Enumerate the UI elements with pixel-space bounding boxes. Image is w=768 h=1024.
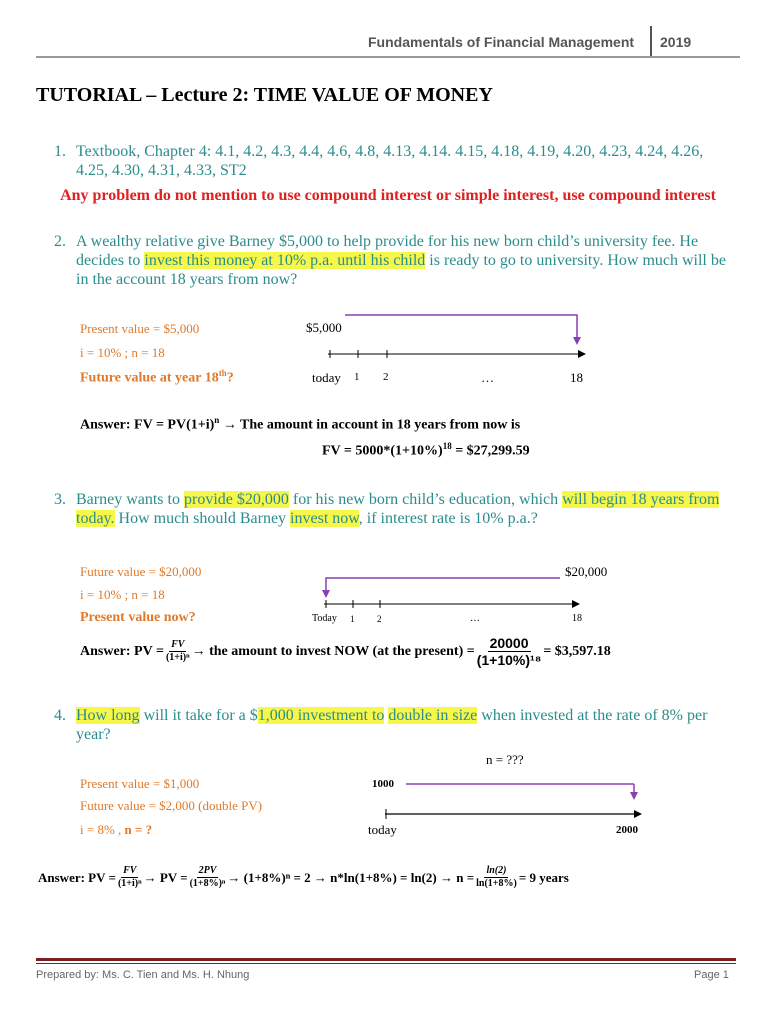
header-course: Fundamentals of Financial Management — [368, 34, 635, 50]
header-year: 2019 — [660, 34, 692, 50]
q3-text: Barney wants to provide $20,000 for his new born child’s education, which will begin 18 years from today. How much should Barney invest now, if interest rate is 10% p.a.? — [76, 491, 720, 527]
q2-present-value: Present value = $5,000 — [80, 321, 200, 336]
q3-number: 3. — [54, 491, 66, 508]
q2-rate: i = 10% ; n = 18 — [80, 345, 165, 360]
q3-tl-end: 18 — [572, 613, 582, 624]
q4-number: 4. — [54, 707, 66, 724]
q4-tl-start: 1000 — [372, 778, 394, 790]
q4-tl-end: 2000 — [616, 824, 638, 836]
q3-formula-fraction: $\frac{FV}{\text{(1+i)ⁿ}}$ — [165, 639, 190, 663]
q3-tl-dots: … — [470, 613, 480, 624]
q4-tl-n: n = ??? — [486, 752, 524, 767]
q4-rate: i = 8% , n = ? — [80, 822, 153, 837]
q4-tl-today: today — [368, 822, 397, 837]
q4-fraction-3: $\frac{\ln(2)}{\ln(1+8\%)}$ — [476, 865, 517, 889]
q2-number: 2. — [54, 233, 66, 250]
q3-value-fraction: $\frac{20000}{\text{(1+10\%)¹⁸}}$ — [476, 635, 542, 668]
q3-tl-1: 1 — [350, 614, 355, 624]
footer-rule — [36, 958, 736, 961]
q4-present-value: Present value = $1,000 — [80, 776, 200, 791]
q4-fraction-2: $\frac{2PV}{\text{(1+8\%)ⁿ}}$ — [189, 865, 226, 889]
footer-page-number: Page 1 — [694, 969, 729, 981]
q2-timeline-amount: $5,000 — [306, 320, 342, 335]
q3-answer: Answer: PV = $\frac{FV}{\text{(1+i)ⁿ}}$ → the amount to invest NOW (at the present) = $\frac{20000}{\text{(1+10\%)¹⁸}}$ = $3,597.18 — [80, 635, 611, 668]
q2-tl-end: 18 — [570, 370, 583, 385]
q3-present-value-label: Present value now? — [80, 610, 196, 625]
q4-fraction-1: $\frac{FV}{\text{(1+i)ⁿ}}$ — [117, 865, 142, 889]
q4-answer: Answer: PV = $\frac{FV}{\text{(1+i)ⁿ}}$ → PV = $\frac{2PV}{\text{(1+8\%)ⁿ}}$ → (1+8%)ⁿ = 2 → n*ln(1+8%) = ln(2) → n = $\frac{\ln(2)}{\ln(1+8\%)}$ = 9 years — [38, 865, 569, 889]
q2-tl-1: 1 — [354, 371, 360, 383]
item-1-text: Textbook, Chapter 4: 4.1, 4.2, 4.3, 4.4, 4.6, 4.8, 4.13, 4.14. 4.15, 4.18, 4.19, 4.20, 4.23, 4.24, 4.26, 4.25, 4.30, 4.31, 4.33, ST2 — [76, 143, 704, 179]
q2-highlight: invest this money at 10% p.a. until his child — [144, 252, 426, 269]
q3-future-value: Future value = $20,000 — [80, 564, 202, 579]
footer-prepared-by: Prepared by: Ms. C. Tien and Ms. H. Nhung — [36, 969, 250, 981]
page-title: TUTORIAL – Lecture 2: TIME VALUE OF MONEY — [36, 84, 493, 106]
footer-rule-thin — [36, 963, 736, 964]
q2-future-value-label: Future value at year 18th? — [80, 368, 234, 386]
q3-tl-today: Today — [312, 613, 337, 624]
q3-tl-2: 2 — [377, 614, 382, 624]
compound-interest-notice: Any problem do not mention to use compound interest or simple interest, use compound interest — [60, 187, 716, 204]
q2-tl-dots: … — [481, 370, 494, 385]
q2-text: A wealthy relative give Barney $5,000 to help provide for his new born child’s university fee. He decides to invest this money at 10% p.a. until his child is ready to go to university. How much will be in the account 18 years from now? — [76, 233, 726, 288]
q2-tl-today: today — [312, 370, 341, 385]
q3-timeline-amount: $20,000 — [565, 564, 608, 579]
q4-future-value: Future value = $2,000 (double PV) — [80, 798, 263, 813]
item-1-number: 1. — [54, 143, 66, 160]
q2-tl-2: 2 — [383, 371, 389, 383]
q3-rate: i = 10% ; n = 18 — [80, 587, 165, 602]
q2-answer: Answer: FV = $PV(1+i)^n$ → The amount in account in 18 years from now is — [80, 415, 521, 433]
q4-text: How long will it take for a $1,000 investment to double in size when invested at the rate of 8% per year? — [76, 707, 708, 743]
q2-calculation: FV = $5000*(1+10\%)^{18}$ = $27,299.59 — [322, 441, 530, 459]
